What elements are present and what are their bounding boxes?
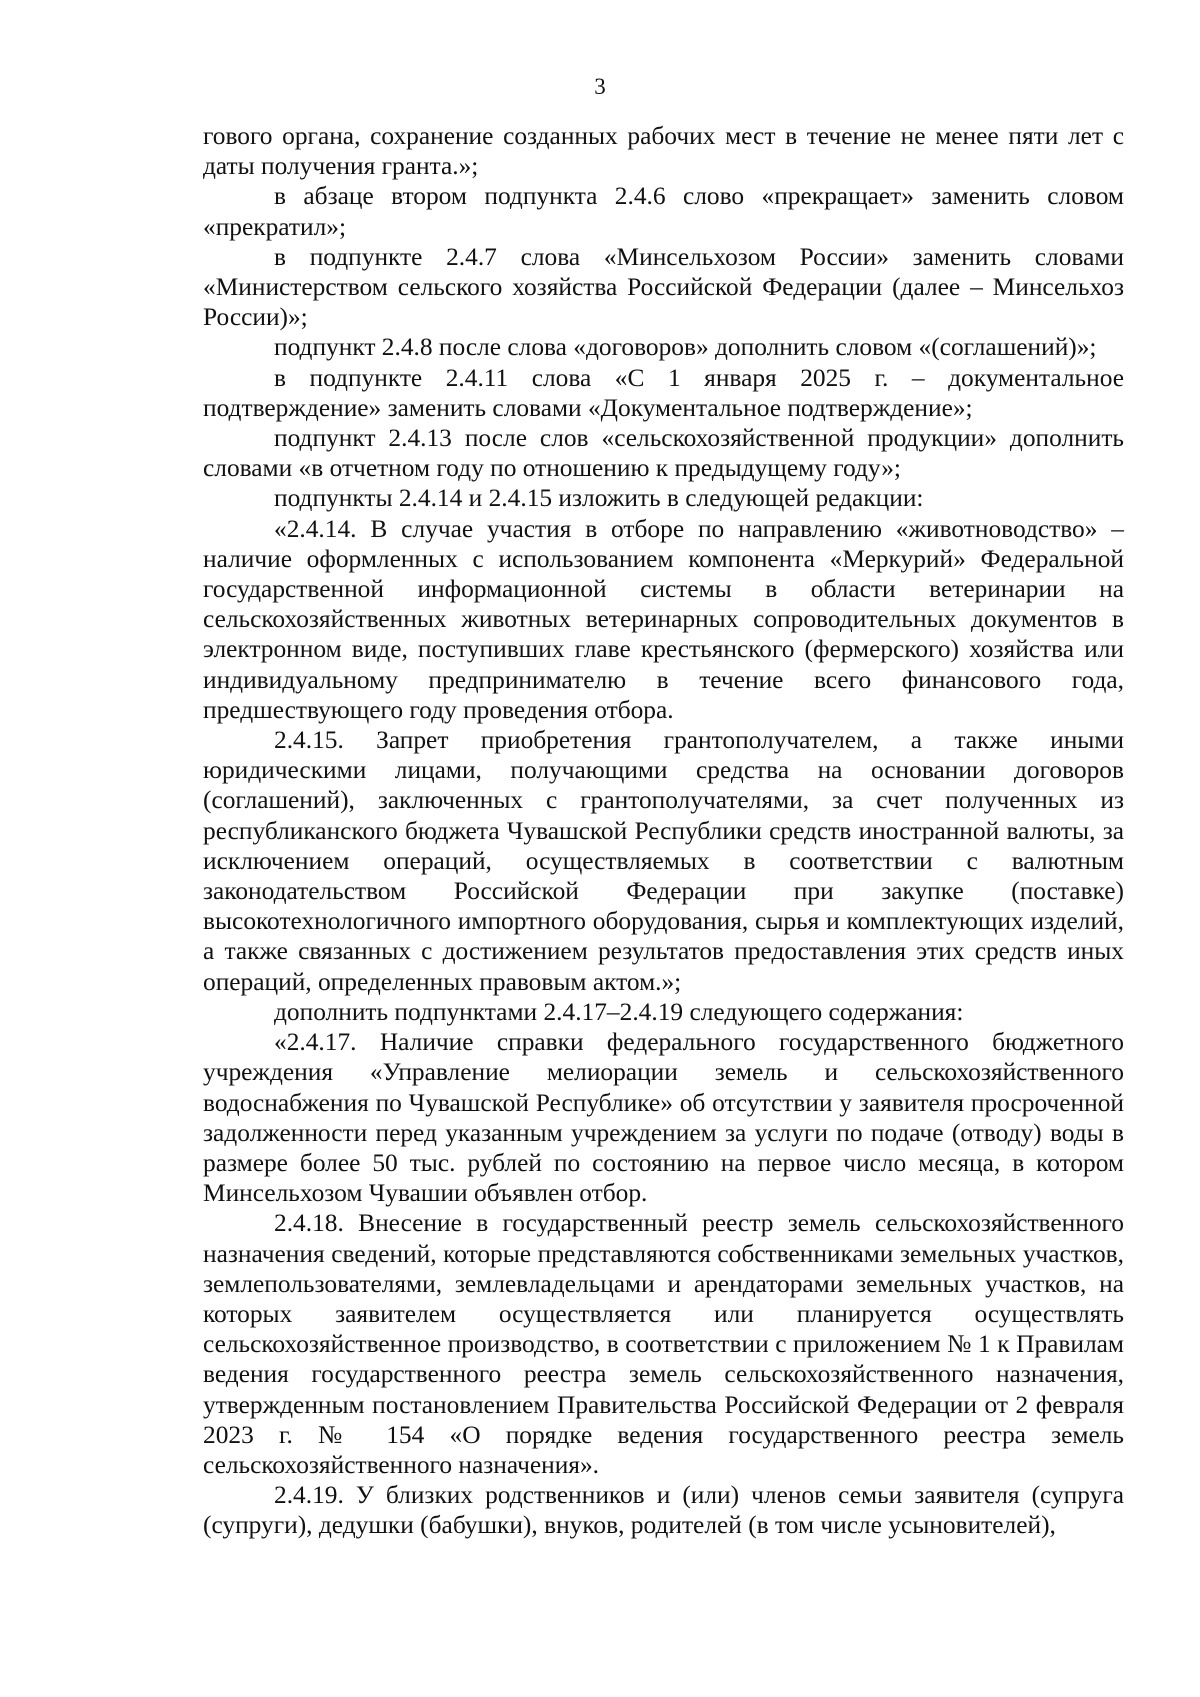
paragraph: подпункт 2.4.13 после слов «сельскохозяйственной продукции» дополнить словами «в отчетном году по отношению к предыдущему году»;: [203, 424, 1124, 483]
document-body: [203, 121, 1124, 1541]
paragraph: в абзаце втором подпункта 2.4.6 слово «прекращает» заменить словом «прекратил»;: [203, 182, 1124, 241]
paragraph: подпункты 2.4.14 и 2.4.15 изложить в следующей редакции:: [274, 484, 924, 513]
paragraph: 2.4.19. У близких родственников и (или) членов семьи заявителя (супруга (супруги), дедушки (бабушки), внуков, родителей (в том числе усыновителей),: [203, 1481, 1124, 1540]
paragraph: 2.4.15. Запрет приобретения грантополучателем, а также иными юридическими лицами, получающими средства на основании договоров (соглашений), заключенных с грантополучателями, за счет полученных из республиканского бюджета Чувашской Республики средств иностранной валюты, за исключением операций, осуществляемых в соответствии с валютным законодательством Российской Федерации при закупке (поставке) высокотехнологичного импортного оборудования, сырья и комплектующих изделий, а также связанных с достижением результатов предоставления этих средств иных операций, определенных правовым актом.»;: [203, 726, 1124, 996]
paragraph: в подпункте 2.4.11 слова «С 1 января 2025 г. – документальное подтверждение» заменить словами «Документальное подтверждение»;: [203, 363, 1124, 422]
paragraph: гового органа, сохранение созданных рабочих мест в течение не менее пяти лет с даты получения гранта.»;: [203, 122, 1124, 181]
paragraph: в подпункте 2.4.7 слова «Минсельхозом России» заменить словами «Министерством сельского хозяйства Российской Федерации (далее – Минсельхоз России)»;: [203, 242, 1124, 332]
paragraph: подпункт 2.4.8 после слова «договоров» дополнить словом «(соглашений)»;: [274, 333, 1097, 362]
paragraph: 2.4.18. Внесение в государственный реестр земель сельскохозяйственного назначения сведений, которые представляются собственниками земельных участков, землепользователями, землевладельцами и арендаторами земельных участков, на которых заявителем осуществляется или планируется осуществлять сельскохозяйственное производство, в соответствии с приложением № 1 к Правилам ведения государственного реестра земель сельскохозяйственного назначения, утвержденным постановлением Правительства Российской Федерации от 2 февраля 2023 г. № 154 «О порядке ведения государственного реестра земель сельскохозяйственного назначения».: [203, 1209, 1124, 1479]
paragraph: дополнить подпунктами 2.4.17–2.4.19 следующего содержания:: [274, 997, 964, 1026]
paragraph: «2.4.14. В случае участия в отборе по направлению «животноводство» – наличие оформленных с использованием компонента «Меркурий» Федеральной государственной информационной системы в области ветеринарии на сельскохозяйственных животных ветеринарных сопроводительных документов в электронном виде, поступивших главе крестьянского (фермерского) хозяйства или индивидуальному предпринимателю в течение всего финансового года, предшествующего году проведения отбора.: [203, 514, 1124, 724]
page-number: 3: [594, 74, 606, 99]
paragraph: «2.4.17. Наличие справки федерального государственного бюджетного учреждения «Управление мелиорации земель и сельскохозяйственного водоснабжения по Чувашской Республике» об отсутствии у заявителя просроченной задолженности перед указанным учреждением за услуги по подаче (отводу) воды в размере более 50 тыс. рублей по состоянию на первое число месяца, в котором Минсельхозом Чувашии объявлен отбор.: [203, 1028, 1124, 1208]
